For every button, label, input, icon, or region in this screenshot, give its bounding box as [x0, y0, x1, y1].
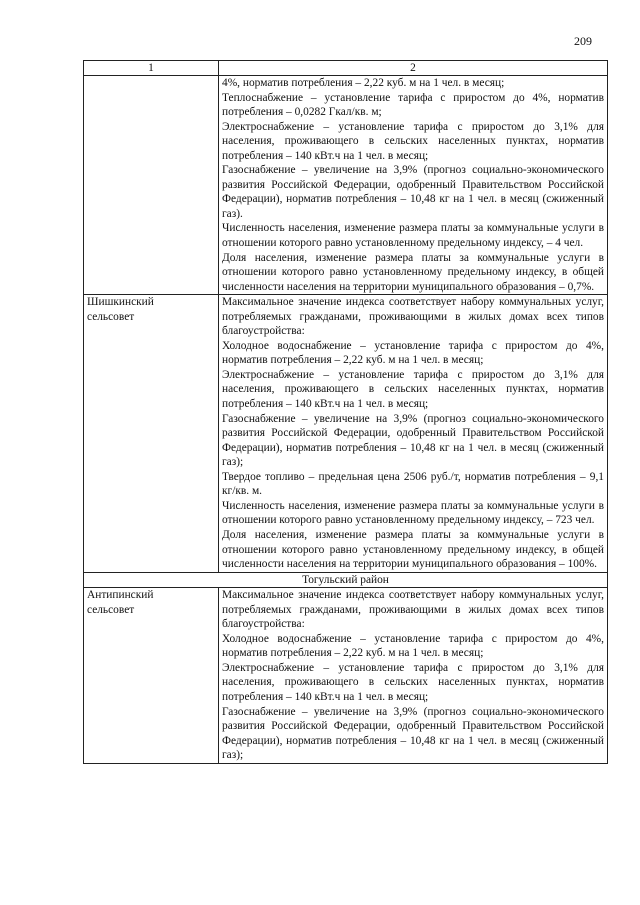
- paragraph: Теплоснабжение – установление тарифа с приростом до 4%, норматив потребления – 0,0282 Гкал/кв. м;: [222, 91, 604, 119]
- municipality-type: сельсовет: [87, 310, 135, 323]
- table-header-row: [84, 61, 608, 76]
- paragraph: Газоснабжение – увеличение на 3,9% (прогноз социально-экономического развития Российской Федерации, одобренный Правительством Российской Федерации), норматив потребления – 10,48 кг на 1 чел. в месяц (сжиженный газ);: [222, 705, 604, 762]
- district-row: [84, 572, 608, 588]
- paragraph: Доля населения, изменение размера платы за коммунальные услуги в отношении которого равно установленному предельному индексу, в общей численности населения на территории муниципального образования – 0,7%.: [222, 251, 604, 293]
- paragraph: Численность населения, изменение размера платы за коммунальные услуги в отношении которого равно установленному предельному индексу, – 723 чел.: [222, 499, 604, 527]
- paragraph: Газоснабжение – увеличение на 3,9% (прогноз социально-экономического развития Российской Федерации, одобренный Правительством Российской Федерации), норматив потребления – 10,48 кг на 1 чел. в месяц (сжиженный газ);: [222, 412, 604, 469]
- paragraph: Газоснабжение – увеличение на 3,9% (прогноз социально-экономического развития Российской Федерации, одобренный Правительством Российской Федерации), норматив потребления – 10,48 кг на 1 чел. в месяц (сжиженный газ).: [222, 164, 604, 220]
- paragraph: Холодное водоснабжение – установление тарифа с приростом до 4%, норматив потребления – 2,22 куб. м на 1 чел. в месяц;: [222, 632, 604, 660]
- paragraph: Холодное водоснабжение – установление тарифа с приростом до 4%, норматив потребления – 2,22 куб. м на 1 чел. в месяц;: [222, 339, 604, 367]
- table-row: [84, 76, 608, 295]
- paragraph: Максимальное значение индекса соответствует набору коммунальных услуг, потребляемых гражданами, проживающими в жилых домах всех типов благоустройства:: [222, 296, 604, 338]
- municipality-name: Антипинский: [87, 589, 154, 602]
- paragraph: Электроснабжение – установление тарифа с приростом до 3,1% для населения, проживающего в сельских населенных пунктах, норматив потребления – 140 кВт.ч на 1 чел. в месяц;: [222, 120, 604, 162]
- district-heading: Тогульский район: [84, 572, 608, 588]
- paragraph: Твердое топливо – предельная цена 2506 руб./т, норматив потребления – 9,1 кг/кв. м.: [222, 470, 604, 498]
- page-number: 209: [574, 34, 592, 48]
- municipality-cell: [84, 76, 219, 295]
- municipality-cell: [84, 588, 219, 764]
- description-cell: [219, 588, 608, 764]
- tariff-table: [83, 60, 608, 764]
- description-cell: [219, 295, 608, 572]
- paragraph: Численность населения, изменение размера платы за коммунальные услуги в отношении которого равно установленному предельному индексу, – 4 чел.: [222, 222, 604, 250]
- description-cell: [219, 76, 608, 295]
- paragraph: Максимальное значение индекса соответствует набору коммунальных услуг, потребляемых гражданами, проживающими в жилых домах всех типов благоустройства:: [222, 589, 604, 631]
- column-header-1: 1: [84, 61, 219, 76]
- table-row: [84, 588, 608, 764]
- municipality-type: сельсовет: [87, 603, 135, 616]
- paragraph: Электроснабжение – установление тарифа с приростом до 3,1% для населения, проживающего в сельских населенных пунктах, норматив потребления – 140 кВт.ч на 1 чел. в месяц;: [222, 661, 604, 703]
- municipality-cell: [84, 295, 219, 572]
- table-row: [84, 295, 608, 572]
- municipality-name: Шишкинский: [87, 296, 154, 309]
- paragraph: Доля населения, изменение размера платы за коммунальные услуги в отношении которого равно установленному предельному индексу, в общей численности населения на территории муниципального образования – 100%.: [222, 528, 604, 571]
- paragraph: Электроснабжение – установление тарифа с приростом до 3,1% для населения, проживающего в сельских населенных пунктах, норматив потребления – 140 кВт.ч на 1 чел. в месяц;: [222, 368, 604, 411]
- column-header-2: 2: [219, 61, 608, 76]
- paragraph: 4%, норматив потребления – 2,22 куб. м на 1 чел. в месяц;: [222, 77, 505, 89]
